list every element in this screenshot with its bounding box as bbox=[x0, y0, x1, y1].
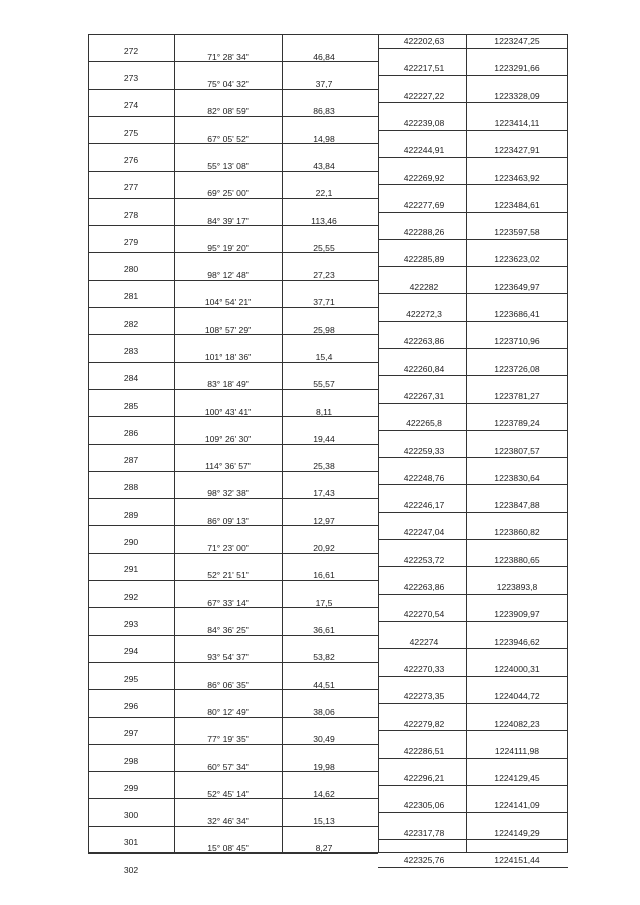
point-number: 272 bbox=[123, 45, 139, 56]
x-coordinate: 422248,76 bbox=[403, 472, 445, 483]
row-border bbox=[88, 116, 174, 117]
point-number: 282 bbox=[123, 318, 139, 329]
direction-angle: 104° 54' 21" bbox=[204, 297, 252, 308]
segment-length: 27,23 bbox=[313, 270, 335, 281]
point-number: 287 bbox=[123, 455, 139, 466]
row-border bbox=[88, 826, 174, 827]
row-border bbox=[378, 539, 568, 540]
x-coordinate: 422269,92 bbox=[403, 172, 445, 183]
row-border bbox=[378, 430, 568, 431]
row-border bbox=[378, 157, 568, 158]
y-coordinate: 1224151,44 bbox=[494, 855, 540, 865]
point-number: 298 bbox=[123, 755, 139, 766]
y-coordinate: 1224129,45 bbox=[494, 773, 540, 784]
point-number: 294 bbox=[123, 646, 139, 657]
point-number: 297 bbox=[123, 728, 139, 739]
x-coordinate: 422277,69 bbox=[403, 199, 445, 210]
direction-angle: 15° 08' 45" bbox=[207, 843, 249, 854]
direction-angle: 98° 12' 48" bbox=[207, 270, 249, 281]
direction-angle: 84° 39' 17" bbox=[207, 215, 249, 226]
row-border bbox=[378, 785, 568, 786]
point-number: 292 bbox=[123, 591, 139, 602]
row-border bbox=[88, 280, 174, 281]
point-number: 293 bbox=[123, 619, 139, 629]
point-number: 302 bbox=[123, 864, 139, 875]
x-coordinate: 422288,26 bbox=[403, 227, 445, 238]
segment-length: 55,57 bbox=[313, 379, 335, 390]
segment-length: 37,7 bbox=[315, 79, 333, 89]
y-coordinate: 1223830,64 bbox=[494, 472, 540, 483]
x-coordinate: 422274 bbox=[409, 636, 439, 647]
row-border bbox=[88, 362, 174, 363]
x-coordinate: 422253,72 bbox=[403, 554, 445, 565]
row-border bbox=[378, 621, 568, 622]
y-coordinate: 1223946,62 bbox=[494, 636, 540, 647]
row-border bbox=[378, 239, 568, 240]
y-coordinate: 1223686,41 bbox=[494, 309, 540, 319]
y-coordinate: 1224082,23 bbox=[494, 718, 540, 729]
direction-angle: 82° 08' 59" bbox=[207, 106, 249, 117]
point-number: 280 bbox=[123, 264, 139, 275]
x-coordinate: 422285,89 bbox=[403, 254, 445, 265]
point-number: 288 bbox=[123, 482, 139, 493]
segment-length: 8,27 bbox=[315, 843, 333, 854]
row-border bbox=[378, 867, 568, 868]
direction-angle: 67° 33' 14" bbox=[207, 597, 249, 608]
row-border bbox=[88, 198, 174, 199]
direction-angle: 114° 36' 57" bbox=[205, 461, 251, 472]
row-border bbox=[378, 703, 568, 704]
row-border bbox=[88, 471, 174, 472]
row-border bbox=[378, 266, 568, 267]
direction-angle: 75° 04' 32" bbox=[207, 79, 249, 89]
segment-length: 44,51 bbox=[313, 679, 335, 690]
direction-angle: 80° 12' 49" bbox=[207, 706, 249, 717]
x-coordinate: 422267,31 bbox=[403, 390, 445, 401]
x-coordinate: 422263,86 bbox=[403, 582, 445, 592]
segment-length: 14,62 bbox=[313, 788, 335, 799]
segment-length: 22,1 bbox=[315, 188, 333, 199]
x-coordinate: 422265,8 bbox=[406, 418, 442, 429]
x-coordinate: 422259,33 bbox=[403, 445, 445, 456]
row-border bbox=[88, 225, 174, 226]
point-number: 291 bbox=[123, 564, 139, 575]
segment-length: 113,46 bbox=[311, 215, 337, 226]
point-number: 296 bbox=[123, 700, 139, 711]
y-coordinate: 1223414,11 bbox=[494, 117, 540, 128]
direction-angle: 71° 23' 00" bbox=[207, 543, 249, 554]
y-coordinate: 1223623,02 bbox=[494, 254, 540, 265]
x-coordinate: 422305,06 bbox=[403, 800, 445, 811]
point-number: 301 bbox=[123, 837, 139, 848]
y-coordinate: 1223247,25 bbox=[494, 36, 540, 46]
direction-angle: 84° 36' 25" bbox=[207, 625, 249, 635]
x-coordinate: 422282 bbox=[409, 281, 439, 292]
direction-angle: 52° 45' 14" bbox=[207, 788, 249, 799]
point-number: 295 bbox=[123, 673, 139, 684]
segment-length: 17,43 bbox=[313, 488, 335, 499]
y-coordinate: 1224141,09 bbox=[494, 800, 540, 811]
segment-length: 16,61 bbox=[313, 570, 335, 581]
point-number: 299 bbox=[123, 782, 139, 793]
row-border bbox=[378, 348, 568, 349]
segment-length: 14,98 bbox=[313, 133, 335, 144]
y-coordinate: 1223710,96 bbox=[494, 336, 540, 347]
row-border bbox=[378, 75, 568, 76]
row-border bbox=[378, 812, 568, 813]
row-border bbox=[88, 689, 174, 690]
row-border bbox=[378, 676, 568, 677]
row-border bbox=[378, 594, 568, 595]
point-number: 274 bbox=[123, 100, 139, 111]
x-coordinate: 422239,08 bbox=[403, 117, 445, 128]
row-border bbox=[88, 252, 174, 253]
row-border bbox=[378, 457, 568, 458]
row-border bbox=[378, 102, 568, 103]
row-border bbox=[88, 553, 174, 554]
row-border bbox=[88, 525, 174, 526]
row-border bbox=[378, 212, 568, 213]
row-border bbox=[378, 730, 568, 731]
x-coordinate: 422286,51 bbox=[403, 745, 445, 756]
y-coordinate: 1223847,88 bbox=[494, 500, 540, 511]
direction-angle: 108° 57' 29" bbox=[204, 324, 252, 335]
direction-angle: 69° 25' 00" bbox=[207, 188, 249, 199]
y-coordinate: 1223427,91 bbox=[494, 145, 540, 156]
y-coordinate: 1223484,61 bbox=[494, 199, 540, 210]
point-number: 290 bbox=[123, 537, 139, 548]
x-coordinate: 422260,84 bbox=[403, 363, 445, 374]
x-coordinate: 422273,35 bbox=[403, 691, 445, 702]
segment-length: 86,83 bbox=[313, 106, 335, 117]
row-border bbox=[88, 444, 174, 445]
point-number: 284 bbox=[123, 373, 139, 384]
segment-length: 38,06 bbox=[313, 706, 335, 717]
row-border bbox=[378, 321, 568, 322]
x-coordinate: 422317,78 bbox=[403, 827, 445, 838]
row-border bbox=[88, 307, 174, 308]
direction-angle: 98° 32' 38" bbox=[207, 488, 249, 499]
y-coordinate: 1224000,31 bbox=[494, 663, 540, 674]
x-coordinate: 422279,82 bbox=[403, 718, 445, 729]
y-coordinate: 1224149,29 bbox=[494, 827, 540, 838]
point-number: 276 bbox=[123, 154, 139, 165]
point-number: 279 bbox=[123, 236, 139, 247]
segment-length: 19,98 bbox=[313, 761, 335, 772]
coordinate-table bbox=[88, 34, 568, 875]
row-border bbox=[88, 61, 174, 62]
y-coordinate: 1223649,97 bbox=[494, 281, 540, 292]
x-coordinate: 422270,33 bbox=[403, 663, 445, 674]
x-coordinate: 422202,63 bbox=[403, 36, 445, 46]
row-border bbox=[88, 662, 174, 663]
y-coordinate: 1223789,24 bbox=[494, 418, 540, 429]
y-coordinate: 1223463,92 bbox=[494, 172, 540, 183]
row-border bbox=[88, 771, 174, 772]
point-number: 289 bbox=[123, 509, 139, 520]
point-number: 277 bbox=[123, 182, 139, 193]
row-border bbox=[378, 184, 568, 185]
row-border bbox=[378, 566, 568, 567]
direction-angle: 95° 19' 20" bbox=[207, 242, 249, 253]
point-number: 285 bbox=[123, 400, 139, 411]
segment-length: 20,92 bbox=[313, 543, 335, 554]
row-border bbox=[378, 130, 568, 131]
row-border bbox=[88, 389, 174, 390]
direction-angle: 101° 18' 36" bbox=[204, 351, 252, 362]
segment-length: 25,38 bbox=[313, 461, 335, 472]
y-coordinate: 1223860,82 bbox=[494, 527, 540, 538]
direction-angle: 32° 46' 34" bbox=[207, 816, 249, 826]
direction-angle: 71° 28' 34" bbox=[207, 51, 249, 62]
point-number: 286 bbox=[123, 427, 139, 438]
row-border bbox=[378, 403, 568, 404]
y-coordinate: 1223291,66 bbox=[494, 63, 540, 74]
row-border bbox=[378, 375, 568, 376]
row-border bbox=[88, 143, 174, 144]
row-border bbox=[378, 512, 568, 513]
segment-length: 17,5 bbox=[315, 597, 333, 608]
row-border bbox=[88, 416, 174, 417]
row-border bbox=[88, 580, 174, 581]
direction-angle: 83° 18' 49" bbox=[207, 379, 249, 390]
y-coordinate: 1223597,58 bbox=[494, 227, 540, 238]
y-coordinate: 1224111,98 bbox=[494, 745, 540, 756]
direction-angle: 109° 26' 30" bbox=[204, 433, 252, 444]
direction-angle: 86° 09' 13" bbox=[207, 515, 249, 526]
segment-length: 30,49 bbox=[313, 734, 335, 745]
row-border bbox=[88, 798, 174, 799]
segment-length: 37,71 bbox=[313, 297, 335, 308]
row-border bbox=[88, 34, 568, 35]
row-border bbox=[88, 171, 174, 172]
row-border bbox=[378, 839, 568, 840]
x-coordinate: 422217,51 bbox=[403, 63, 445, 74]
direction-angle: 55° 13' 08" bbox=[207, 160, 249, 171]
y-coordinate: 1224044,72 bbox=[494, 691, 540, 702]
segment-length: 12,97 bbox=[313, 515, 335, 526]
segment-length: 25,98 bbox=[313, 324, 335, 335]
row-border bbox=[378, 758, 568, 759]
row-border bbox=[88, 717, 174, 718]
row-border bbox=[88, 744, 174, 745]
x-coordinate: 422296,21 bbox=[403, 773, 445, 784]
y-coordinate: 1223726,08 bbox=[494, 363, 540, 374]
y-coordinate: 1223893,8 bbox=[496, 582, 538, 592]
x-coordinate: 422244,91 bbox=[403, 145, 445, 156]
row-border bbox=[88, 334, 174, 335]
x-coordinate: 422227,22 bbox=[403, 90, 445, 101]
row-border bbox=[88, 607, 174, 608]
segment-length: 43,84 bbox=[313, 160, 335, 171]
direction-angle: 100° 43' 41" bbox=[204, 406, 252, 417]
row-border bbox=[378, 293, 568, 294]
segment-length: 19,44 bbox=[313, 433, 335, 444]
row-border bbox=[88, 89, 174, 90]
row-border bbox=[88, 498, 174, 499]
x-coordinate: 422247,04 bbox=[403, 527, 445, 538]
segment-length: 25,55 bbox=[313, 242, 335, 253]
y-coordinate: 1223328,09 bbox=[494, 90, 540, 101]
point-number: 281 bbox=[123, 291, 139, 302]
point-number: 283 bbox=[123, 345, 139, 356]
y-coordinate: 1223880,65 bbox=[494, 554, 540, 565]
x-coordinate: 422272,3 bbox=[406, 309, 442, 319]
point-number: 273 bbox=[123, 73, 139, 83]
direction-angle: 77° 19' 35" bbox=[207, 734, 249, 745]
direction-angle: 52° 21' 51" bbox=[207, 570, 249, 581]
x-coordinate: 422263,86 bbox=[403, 336, 445, 347]
direction-angle: 60° 57' 34" bbox=[207, 761, 249, 772]
segment-length: 15,13 bbox=[313, 816, 335, 826]
direction-angle: 67° 05' 52" bbox=[207, 133, 249, 144]
point-number: 275 bbox=[123, 127, 139, 138]
row-border bbox=[88, 635, 174, 636]
segment-length: 15,4 bbox=[315, 351, 333, 362]
point-number: 278 bbox=[123, 209, 139, 220]
row-border bbox=[378, 48, 568, 49]
direction-angle: 86° 06' 35" bbox=[207, 679, 249, 690]
direction-angle: 93° 54' 37" bbox=[207, 652, 249, 663]
row-border bbox=[88, 853, 174, 854]
y-coordinate: 1223909,97 bbox=[494, 609, 540, 620]
y-coordinate: 1223807,57 bbox=[494, 445, 540, 456]
point-number: 300 bbox=[123, 810, 139, 820]
row-border bbox=[378, 648, 568, 649]
segment-length: 46,84 bbox=[313, 51, 335, 62]
y-coordinate: 1223781,27 bbox=[494, 390, 540, 401]
segment-length: 53,82 bbox=[313, 652, 335, 663]
x-coordinate: 422325,76 bbox=[403, 855, 445, 865]
segment-length: 8,11 bbox=[315, 406, 333, 417]
row-border bbox=[378, 484, 568, 485]
x-coordinate: 422246,17 bbox=[403, 500, 445, 511]
x-coordinate: 422270,54 bbox=[403, 609, 445, 620]
segment-length: 36,61 bbox=[313, 625, 335, 635]
